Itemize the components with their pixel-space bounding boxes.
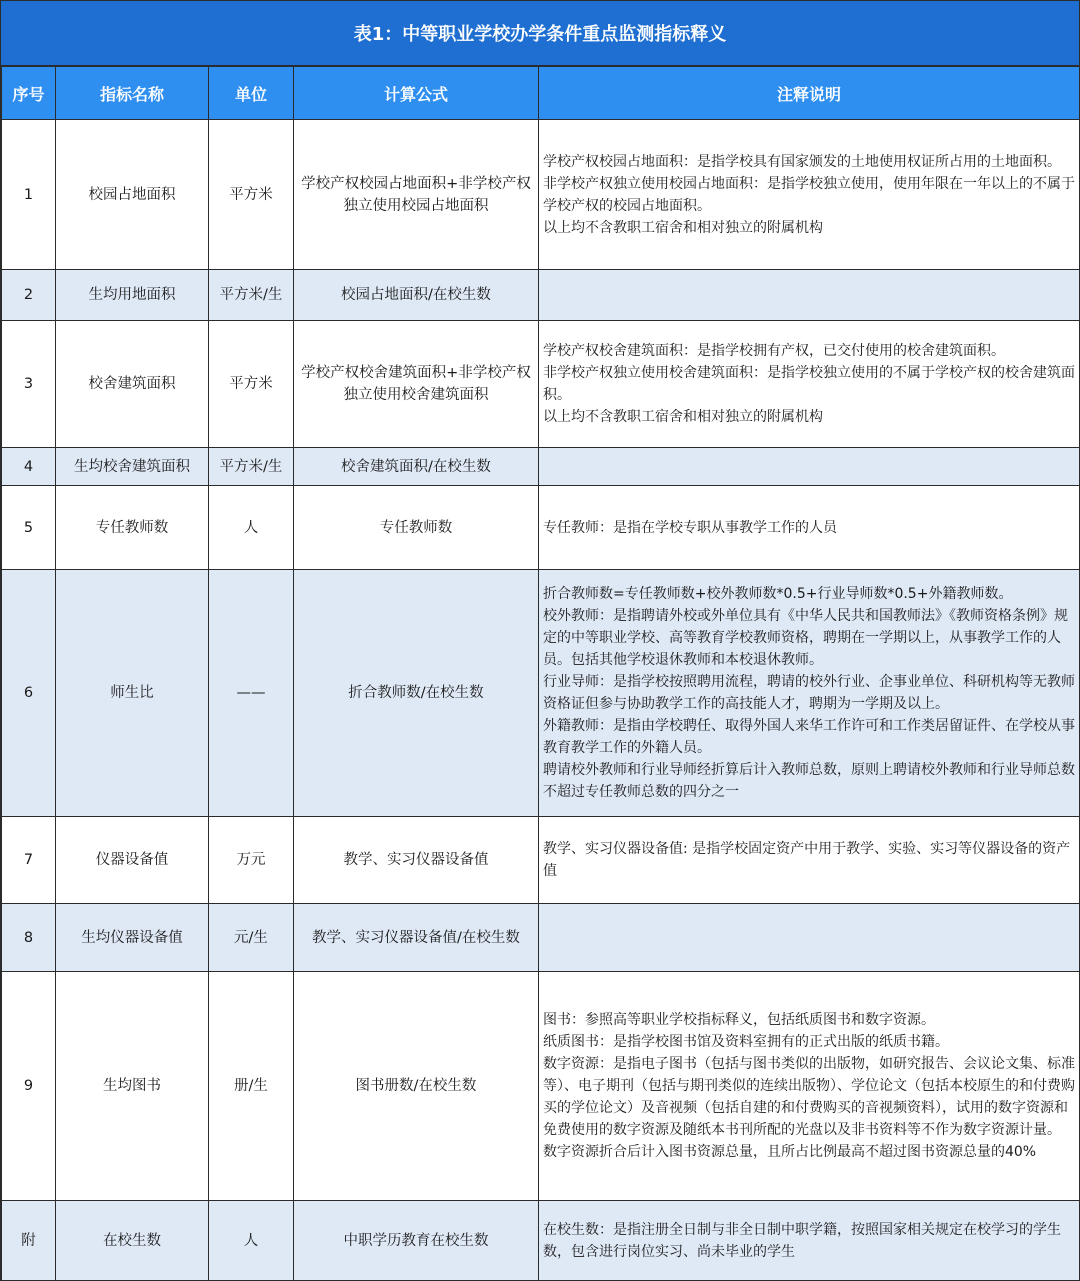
table-row: [2, 486, 1080, 570]
unit-cell: 平方米/生: [209, 448, 294, 486]
formula-cell: 图书册数/在校生数: [294, 972, 539, 1201]
row-number: 1: [2, 120, 56, 270]
indicator-table: [1, 66, 1080, 1281]
note-cell: [539, 270, 1080, 321]
unit-cell: 元/生: [209, 904, 294, 972]
row-number: 9: [2, 972, 56, 1201]
row-number: 4: [2, 448, 56, 486]
row-number: 3: [2, 321, 56, 448]
indicator-name: 生均校舍建筑面积: [56, 448, 209, 486]
row-number: 7: [2, 817, 56, 904]
note-line: 在校生数：是指注册全日制与非全日制中职学籍，按照国家相关规定在校学习的学生数，包含进行岗位实习、尚未毕业的学生: [543, 1221, 1061, 1260]
note-line: 行业导师：是指学校按照聘用流程，聘请的校外行业、企事业单位、科研机构等无教师资格证但参与协助教学工作的高技能人才，聘期为一学期及以上。: [543, 674, 1075, 712]
note-cell: [539, 817, 1080, 904]
indicator-name: 仪器设备值: [56, 817, 209, 904]
note-line: 以上均不含教职工宿舍和相对独立的附属机构: [543, 219, 823, 236]
note-line: 非学校产权独立使用校园占地面积：是指学校独立使用，使用年限在一年以上的不属于学校产权的校园占地面积。: [543, 175, 1075, 214]
unit-cell: 人: [209, 486, 294, 570]
note-cell: [539, 120, 1080, 270]
unit-cell: 平方米: [209, 321, 294, 448]
note-cell: [539, 486, 1080, 570]
unit-cell: 册/生: [209, 972, 294, 1201]
header-name: 指标名称: [56, 67, 209, 120]
row-number: 8: [2, 904, 56, 972]
formula-cell: 中职学历教育在校生数: [294, 1201, 539, 1281]
indicator-name: 师生比: [56, 570, 209, 817]
note-cell: [539, 972, 1080, 1201]
note-line: 以上均不含教职工宿舍和相对独立的附属机构: [543, 409, 823, 425]
row-number: 2: [2, 270, 56, 321]
note-cell: [539, 904, 1080, 972]
header-no: 序号: [2, 67, 56, 120]
table-row: [2, 448, 1080, 486]
indicator-name: 生均用地面积: [56, 270, 209, 321]
formula-cell: 学校产权校舍建筑面积+非学校产权独立使用校舍建筑面积: [294, 321, 539, 448]
note-line: 专任教师：是指在学校专职从事教学工作的人员: [543, 519, 837, 536]
note-line: 学校产权校园占地面积：是指学校具有国家颁发的土地使用权证所占用的土地面积。: [543, 153, 1061, 170]
indicator-name: 专任教师数: [56, 486, 209, 570]
header-note: 注释说明: [539, 67, 1080, 120]
table-row: [2, 120, 1080, 270]
table-row: [2, 1201, 1080, 1281]
note-line: 图书：参照高等职业学校指标释义，包括纸质图书和数字资源。: [543, 1012, 935, 1028]
row-number: 附: [2, 1201, 56, 1281]
note-line: 非学校产权独立使用校舍建筑面积：是指学校独立使用的不属于学校产权的校舍建筑面积。: [543, 365, 1075, 403]
unit-cell: 平方米/生: [209, 270, 294, 321]
indicator-name: 生均仪器设备值: [56, 904, 209, 972]
formula-cell: 校舍建筑面积/在校生数: [294, 448, 539, 486]
unit-cell: ——: [209, 570, 294, 817]
formula-cell: 校园占地面积/在校生数: [294, 270, 539, 321]
note-cell: [539, 321, 1080, 448]
formula-cell: 教学、实习仪器设备值/在校生数: [294, 904, 539, 972]
table-title: 表1：中等职业学校办学条件重点监测指标释义: [1, 1, 1079, 66]
formula-cell: 折合教师数/在校生数: [294, 570, 539, 817]
header-row: [2, 67, 1080, 120]
table-row: [2, 972, 1080, 1201]
unit-cell: 平方米: [209, 120, 294, 270]
table-row: [2, 817, 1080, 904]
indicator-name: 生均图书: [56, 972, 209, 1201]
table-row: [2, 270, 1080, 321]
note-line: 学校产权校舍建筑面积：是指学校拥有产权，已交付使用的校舍建筑面积。: [543, 343, 1005, 359]
note-line: 教学、实习仪器设备值: 是指学校固定资产中用于教学、实验、实习等仪器设备的资产值: [543, 841, 1071, 879]
indicator-name: 校舍建筑面积: [56, 321, 209, 448]
row-number: 5: [2, 486, 56, 570]
formula-cell: 教学、实习仪器设备值: [294, 817, 539, 904]
note-line: 数字资源折合后计入图书资源总量，且所占比例最高不超过图书资源总量的40%: [543, 1144, 1037, 1160]
note-line: 校外教师：是指聘请外校或外单位具有《中华人民共和国教师法》《教师资格条例》规定的中等职业学校、高等教育学校教师资格，聘期在一学期以上，从事教学工作的人员。包括其他学校退休教师和本校退休教师。: [543, 608, 1068, 668]
note-cell: [539, 570, 1080, 817]
note-line: 折合教师数=专任教师数+校外教师数*0.5+行业导师数*0.5+外籍教师数。: [543, 586, 1013, 602]
header-unit: 单位: [209, 67, 294, 120]
note-line: 纸质图书：是指学校图书馆及资料室拥有的正式出版的纸质书籍。: [543, 1034, 949, 1050]
unit-cell: 万元: [209, 817, 294, 904]
note-line: 聘请校外教师和行业导师经折算后计入教师总数，原则上聘请校外教师和行业导师总数不超过专任教师总数的四分之一: [543, 762, 1075, 800]
indicator-name: 在校生数: [56, 1201, 209, 1281]
note-cell: [539, 1201, 1080, 1281]
table-row: [2, 570, 1080, 817]
table-row: [2, 904, 1080, 972]
row-number: 6: [2, 570, 56, 817]
note-cell: [539, 448, 1080, 486]
table-row: [2, 321, 1080, 448]
header-formula: 计算公式: [294, 67, 539, 120]
note-line: 外籍教师：是指由学校聘任、取得外国人来华工作许可和工作类居留证件、在学校从事教育教学工作的外籍人员。: [543, 718, 1075, 756]
indicator-name: 校园占地面积: [56, 120, 209, 270]
unit-cell: 人: [209, 1201, 294, 1281]
formula-cell: 学校产权校园占地面积+非学校产权独立使用校园占地面积: [294, 120, 539, 270]
formula-cell: 专任教师数: [294, 486, 539, 570]
table-body: [2, 120, 1080, 1281]
note-line: 数字资源：是指电子图书（包括与图书类似的出版物，如研究报告、会议论文集、标准等）、电子期刊（包括与期刊类似的连续出版物）、学位论文（包括本校原生的和付费购买的学位论文）及音视频（包括自建的和付费购买的音视频资料），试用的数字资源和免费使用的数字资源及随纸本书刊所配的光盘以及非书资料等不作为数字资源计量。: [543, 1056, 1075, 1138]
